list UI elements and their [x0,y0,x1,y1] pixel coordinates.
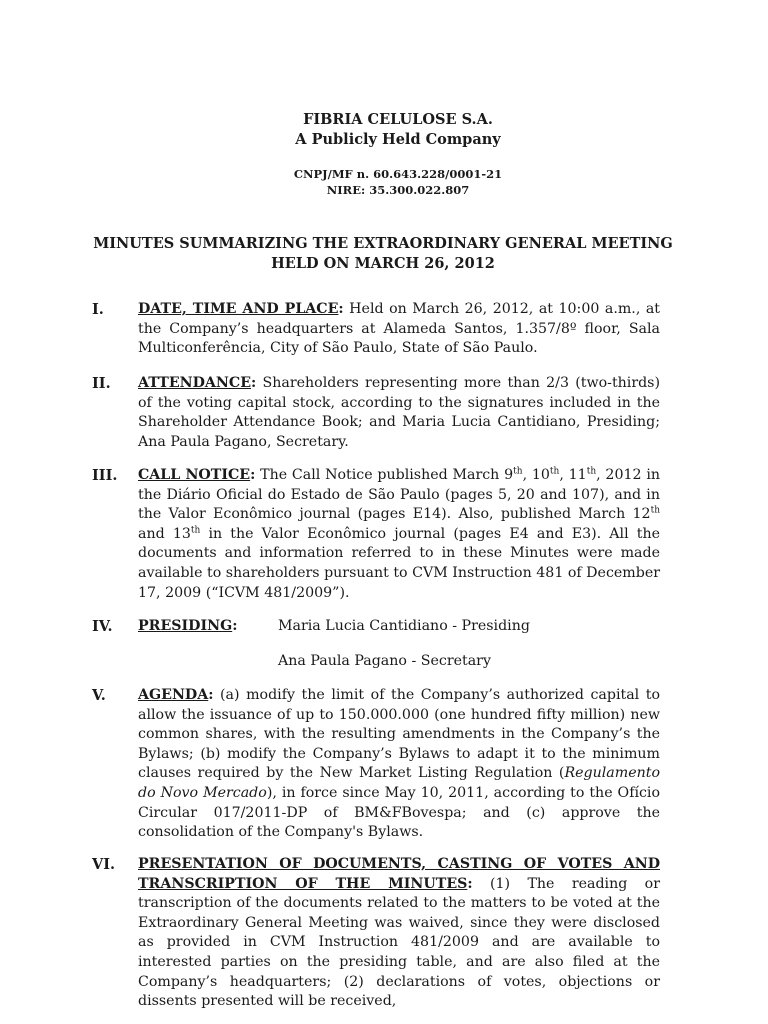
section-agenda [92,686,660,843]
section-text: The Call Notice published March 9 [255,467,514,483]
section-body: ATTENDANCE: Shareholders representing more than 2/3 (two-thirds) of the voting capital stock, according to the signatures included in the Shareholder Attendance Book; and Maria Lucia Cantidiano, Presiding; Ana Paula Pagano, Secretary. [138,375,660,450]
company-header [0,110,768,150]
section-presiding [92,617,660,677]
section-number: IV. [92,618,113,635]
ordinal-suffix: th [650,505,660,516]
section-text: (a) modify the limit of the Company’s authorized capital to allow the issuance of up to 150.000.000 (one hundred fifty million) new common shares, with the resulting amendments in the Company’s the Bylaws; (b) modify the Company’s Bylaws to adapt it to the minimum clauses required by the New Market Listing Regulation ( [138,687,660,782]
section-heading: PRESIDING [138,618,233,634]
section-number: V. [92,687,106,704]
section-body: AGENDA: (a) modify the limit of the Company’s authorized capital to allow the issuance of up to 150.000.000 (one hundred fifty million) new common shares, with the resulting amendments in the Company’s the Bylaws; (b) modify the Company’s Bylaws to adapt it to the minimum clauses required by the New Market Listing Regulation (Regulamento do Novo Mercado), in force since May 10, 2011, according to the Ofício Circular 017/2011-DP of BM&FBovespa; and (c) approve the consolidation of the Company's Bylaws. [138,687,661,841]
section-text: Held on March 26, 2012, at 10:00 a.m., at the Company’s headquarters at Alameda Santos, 1.357/8º floor, Sala Multiconferência, City of São Paulo, State of São Paulo. [138,301,660,357]
document-title [0,234,766,274]
section-heading: CALL NOTICE [138,467,251,483]
section-heading: ATTENDANCE [138,375,252,391]
section-text: , 2012 in the Diário Oficial do Estado de São Paulo (pages 5, 20 and 107), and in the Valor Econômico journal (pages E14). Also, published March 12 [138,467,660,523]
company-name: FIBRIA CELULOSE S.A. [303,111,493,128]
section-text: , 10 [522,467,550,483]
ordinal-suffix: th [190,525,201,536]
section-text: , 11 [559,467,587,483]
section-number: I. [92,301,104,318]
title-line-2: HELD ON MARCH 26, 2012 [271,255,495,272]
section-text: in the Valor Econômico journal (pages E4 and E3). All the documents and information referred to in these Minutes were made available to shareholders pursuant to CVM Instruction 481 of December 17, 2009 (“ICVM 481/2009”). [138,525,660,601]
section-text: and 13 [138,525,191,542]
section-call-notice [92,466,660,603]
ordinal-suffix: th [586,466,597,477]
section-body: CALL NOTICE: The Call Notice published March 9th, 10th, 11th, 2012 in the Diário Oficial do Estado de São Paulo (pages 5, 20 and 107), and in the Valor Econômico journal (pages E14). Also, published March 12th and 13th in the Valor Econômico journal (pages E4 and E3). All the documents and information referred to in these Minutes were made available to shareholders pursuant to CVM Instruction 481 of December 17, 2009 (“ICVM 481/2009”). [138,466,660,601]
section-number: III. [92,467,118,484]
section-date-time-place [92,300,660,359]
section-body: PRESIDING: [138,618,238,634]
secretary-name: Ana Paula Pagano - Secretary [278,653,491,669]
section-text: ), in force since May 10, 2011, according to the Ofício Circular 017/2011-DP of BM&FBovespa; and (c) approve the consolidation of the Company's Bylaws. [138,784,661,841]
company-type: A Publicly Held Company [295,131,501,148]
section-body: PRESENTATION OF DOCUMENTS, CASTING OF VOTES AND TRANSCRIPTION OF THE MINUTES: (1) The reading or transcription of the documents related to the matters to be voted at the Extraordinary General Meeting was waived, since they were disclosed as provided in CVM Instruction 481/2009 and are available to interested parties on the presiding table, and are also filed at the Company’s headquarters; (2) declarations of votes, objections or dissents presented will be received, [138,856,660,1010]
italic-term: Regulamento do Novo Mercado [138,765,660,801]
section-number: VI. [92,856,116,873]
section-heading: AGENDA [138,687,209,703]
nire-number: NIRE: 35.300.022.807 [326,183,470,197]
ordinal-suffix: th [549,466,560,477]
section-attendance [92,374,660,452]
section-text: Shareholders representing more than 2/3 (two-thirds) of the voting capital stock, according to the signatures included in the Shareholder Attendance Book; and Maria Lucia Cantidiano, Presiding; Ana Paula Pagano, Secretary. [138,375,660,450]
section-heading: PRESENTATION OF DOCUMENTS, CASTING OF VOTES AND TRANSCRIPTION OF THE MINUTES [138,856,660,892]
section-heading: DATE, TIME AND PLACE [138,301,339,317]
title-line-1: MINUTES SUMMARIZING THE EXTRAORDINARY GENERAL MEETING [93,235,673,252]
cnpj-number: CNPJ/MF n. 60.643.228/0001-21 [293,167,503,181]
company-identifiers [0,166,768,198]
presiding-name: Maria Lucia Cantidiano - Presiding [278,618,530,634]
section-presentation-documents [92,855,660,1012]
ordinal-suffix: th [513,466,523,477]
section-body: DATE, TIME AND PLACE: Held on March 26, 2012, at 10:00 a.m., at the Company’s headquarters at Alameda Santos, 1.357/8º floor, Sala Multiconferência, City of São Paulo, State of São Paulo. [138,301,660,357]
section-number: II. [92,375,111,392]
section-text: (1) The reading or transcription of the documents related to the matters to be voted at the Extraordinary General Meeting was waived, since they were disclosed as provided in CVM Instruction 481/2009 and are available to interested parties on the presiding table, and are also filed at the Company’s headquarters; (2) declarations of votes, objections or dissents presented will be received, [138,875,660,1010]
